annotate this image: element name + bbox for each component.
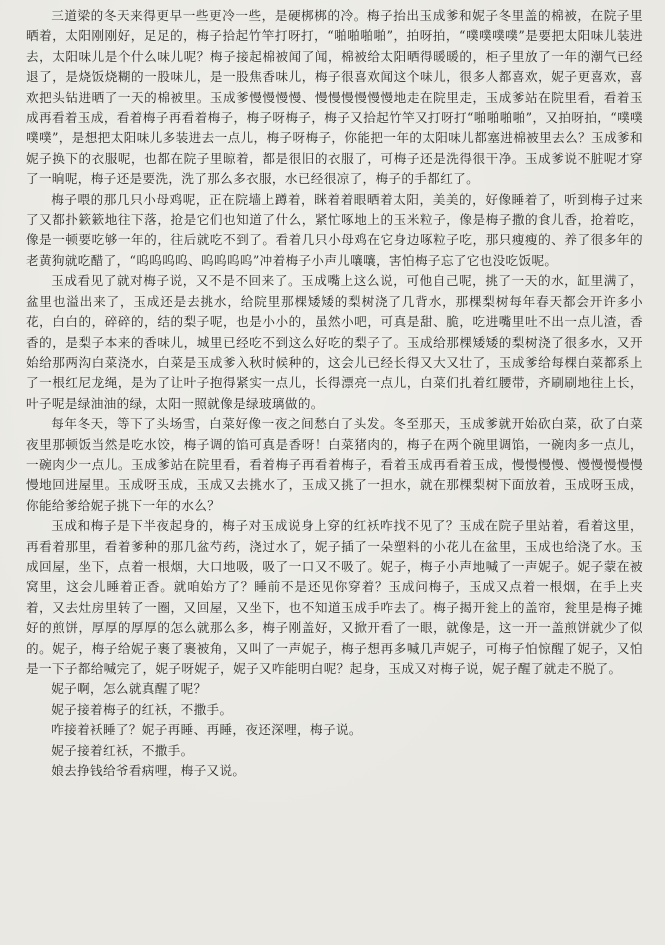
paragraph-1: 三道梁的冬天来得更早一些更冷一些，是硬梆梆的冷。梅子抬出玉成爹和妮子冬里盖的棉被，在院子里晒着，太阳刚刚好，足足的，梅子拾起竹竿打呀打，“啪啪啪啪”，拍呀拍，“噗噗噗噗”是要把太阳味儿装进去，太阳味儿是个什么味儿呢？梅子接起棉被闻了闻，棉被给太阳晒得暖暖的，柜子里放了一年的潮气已经退了，是烧饭烧糊的一股味儿，是一股焦香味儿，梅子很喜欢闻这个味儿，很多人都喜欢，妮子更喜欢，喜欢把头钻进晒了一天的棉被里。玉成爹慢慢慢慢、慢慢慢慢慢慢地走在院里走，玉成爹站在院里看，看着玉成再看着玉成，看着梅子再看着梅子，梅子呀梅子，梅子又拾起竹竿又打呀打“啪啪啪啪”，又拍呀拍，“噗噗噗噗”，是想把太阳味儿多装进去一点儿，梅子呀梅子，你能把一年的太阳味儿都塞进棉被里去么？玉成爹和妮子换下的衣服呢，也都在院子里晾着，都是很旧的衣服了，可梅子还是洗得很干净。玉成爹说不脏呢才穿了一晌呢，梅子还是要洗，洗了那么多衣服，水已经很凉了，梅子的手都红了。 (26, 8, 643, 187)
paragraph-10: 娘去挣钱给爷看病哩，梅子又说。 (51, 763, 246, 779)
paragraph-6: 妮子啊，怎么就真醒了呢？ (51, 681, 207, 697)
paragraph-2: 梅子喂的那几只小母鸡呢，正在院墙上蹲着，眯着着眼晒着太阳，美美的，好像睡着了，听到梅子过来了又都扑簌簌地往下落，抢是它们也知道了什么，紧忙啄地上的玉米粒子，像是梅子撒的食儿香，抢着吃，像是一顿要吃够一年的，往后就吃不到了。看着几只小母鸡在它身边啄粒子吃，那只瘦瘦的、养了很多年的老黄狗就吃醋了，“呜呜呜呜、呜呜呜呜”冲着梅子小声儿嚷嚷，害怕梅子忘了它也没吃饭呢。 (26, 191, 643, 268)
paragraph-5: 玉成和梅子是下半夜起身的，梅子对玉成说身上穿的红袄咋找不见了？玉成在院子里站着，看着这里，再看着那里，看着爹种的那几盆芍药，浇过水了，妮子插了一朵塑料的小花儿在盆里，玉成也给浇了水。玉成回屋，坐下，点着一根烟，大口地吸，吸了一口又不吸了。妮子，梅子小声地喊了一声妮子。妮子蒙在被窝里，这会儿睡着正香。就咱始方了？睡前不是还见你穿着？玉成问梅子，玉成又点着一根烟，在手上夹着，又去灶房里转了一圈，又回屋，又坐下，也不知道玉成手咋去了。梅子揭开瓮上的盖帘，瓮里是梅子摊好的煎饼，厚厚的厚厚的怎么就那么多，梅子刚盖好，又掀开看了一眼，就像是，这一开一盖煎饼就少了似的。妮子，梅子给妮子裹了裹被角，又叫了一声妮子，梅子想再多喊几声妮子，可梅子怕惊醒了妮子，又怕是一下子都给喊完了，妮子呀妮子，妮子又咋能明白呢？起身，玉成又对梅子说，妮子醒了就走不脱了。 (26, 518, 643, 676)
paragraph-9: 妮子接着红袄，不撒手。 (51, 742, 194, 758)
paragraph-4: 每年冬天，等下了头场雪，白菜好像一夜之间愁白了头发。冬至那天，玉成爹就开始砍白菜，砍了白菜夜里那顿饭当然是吃水饺，梅子调的馅可真是香呀！白菜猪肉的，梅子在两个碗里调馅，一碗肉多一点儿，一碗肉少一点儿。玉成爹站在院里看，看着梅子再看着梅子，看着玉成再看着玉成，慢慢慢慢、慢慢慢慢慢慢地回进屋里。玉成呀玉成，玉成又去挑水了，玉成又挑了一担水，就在那棵梨树下面放着，玉成呀玉成，你能给爹给妮子挑下一年的水么？ (26, 416, 643, 513)
paragraph-3: 玉成看见了就对梅子说，又不是不回来了。玉成嘴上这么说，可他自己呢，挑了一天的水，缸里满了，盆里也溢出来了，玉成还是去挑水，给院里那棵矮矮的梨树浇了几背水，那棵梨树每年春天都会开许多小花，白白的，碎碎的，结的梨子呢，也是小小的，虽然小吧，可真是甜、脆，吃进嘴里吐不出一点儿渣，香香的，是梨子本来的香味儿，城里已经吃不到这么好吃的梨子了。玉成给那棵矮矮的梨树浇了很多水，又开始给那两沟白菜浇水，白菜是玉成爹入秋时候种的，这会儿已经长得又大又壮了，玉成爹给每棵白菜都系上了一根红尼龙绳，是为了让叶子抱得紧实一点儿，长得漂亮一点儿，白菜们扎着红腰带，齐刷刷地往上长，叶子呢是绿油油的绿，太阳一照就像是绿玻璃做的。 (26, 273, 643, 411)
paragraph-7: 妮子接着梅子的红袄，不撒手。 (51, 701, 233, 717)
paragraph-8: 咋接着袄睡了？妮子再睡、再睡，夜还深哩，梅子说。 (51, 722, 362, 738)
